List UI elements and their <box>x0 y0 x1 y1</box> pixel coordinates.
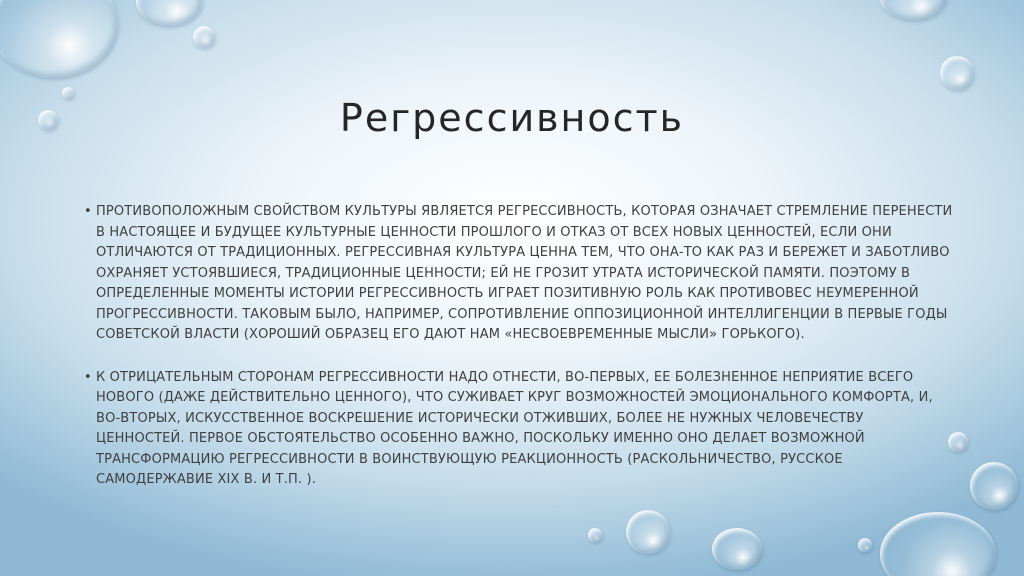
bullet-text: К ОТРИЦАТЕЛЬНЫМ СТОРОНАМ РЕГРЕССИВНОСТИ НАДО ОТНЕСТИ, ВО-ПЕРВЫХ, ЕЕ БОЛЕЗНЕННОЕ НЕПРИЯТИЕ ВСЕГО НОВОГО (ДАЖЕ ДЕЙСТВИТЕЛЬНО ЦЕННОГО), ЧТО СУЖИВАЕТ КРУГ ВОЗМОЖНОСТЕЙ ЭМОЦИОНАЛЬНОГО КОМФОРТА, И, ВО-ВТОРЫХ, ИСКУССТВЕННОЕ ВОСКРЕШЕНИЕ ИСТОРИЧЕСКИ ОТЖИВШИХ, БОЛЕЕ НЕ НУЖНЫХ ЧЕЛОВЕЧЕСТВУ ЦЕННОСТЕЙ. ПЕРВОЕ ОБСТОЯТЕЛЬСТВО ОСОБЕННО ВАЖНО, ПОСКОЛЬКУ ИМЕННО ОНО ДЕЛАЕТ ВОЗМОЖНОЙ ТРАНСФОРМАЦИЮ РЕГРЕССИВНОСТИ В ВОИНСТВУЮЩУЮ РЕАКЦИОННОСТЬ (РАСКОЛЬНИЧЕСТВО, РУССКОЕ САМОДЕРЖАВИЕ XIX В. И Т.П. ). <box>96 369 933 487</box>
slide-content <box>84 202 954 513</box>
slide-title: Регрессивность <box>339 96 685 140</box>
water-drop-decoration <box>858 538 872 552</box>
water-drop-decoration <box>880 0 946 20</box>
bullet-item <box>84 368 954 491</box>
water-drop-decoration <box>193 26 215 48</box>
water-drop-decoration <box>880 512 996 576</box>
bullet-text: ПРОТИВОПОЛОЖНЫМ СВОЙСТВОМ КУЛЬТУРЫ ЯВЛЯЕТСЯ РЕГРЕССИВНОСТЬ, КОТОРАЯ ОЗНАЧАЕТ СТРЕМЛЕНИЕ ПЕРЕНЕСТИ В НАСТОЯЩЕЕ И БУДУЩЕЕ КУЛЬТУРНЫЕ ЦЕННОСТИ ПРОШЛОГО И ОТКАЗ ОТ ВСЕХ НОВЫХ ЦЕННОСТЕЙ, ЕСЛИ ОНИ ОТЛИЧАЮТСЯ ОТ ТРАДИЦИОННЫХ. РЕГРЕССИВНАЯ КУЛЬТУРА ЦЕННА ТЕМ, ЧТО ОНА-ТО КАК РАЗ И БЕРЕЖЕТ И ЗАБОТЛИВО ОХРАНЯЕТ УСТОЯВШИЕСЯ, ТРАДИЦИОННЫЕ ЦЕННОСТИ; ЕЙ НЕ ГРОЗИТ УТРАТА ИСТОРИЧЕСКОЙ ПАМЯТИ. ПОЭТОМУ В ОПРЕДЕЛЕННЫЕ МОМЕНТЫ ИСТОРИИ РЕГРЕССИВНОСТЬ ИГРАЕТ ПОЗИТИВНУЮ РОЛЬ КАК ПРОТИВОВЕС НЕУМЕРЕННОЙ ПРОГРЕССИВНОСТИ. ТАКОВЫМ БЫЛО, НАПРИМЕР, СОПРОТИВЛЕНИЕ ОППОЗИЦИОННОЙ ИНТЕЛЛИГЕНЦИИ В ПЕРВЫЕ ГОДЫ СОВЕТСКОЙ ВЛАСТИ (ХОРОШИЙ ОБРАЗЕЦ ЕГО ДАЮТ НАМ «НЕСВОЕВРЕМЕННЫЕ МЫСЛИ» ГОРЬКОГО). <box>96 204 953 342</box>
water-drop-decoration <box>626 510 670 554</box>
water-drop-decoration <box>0 0 118 78</box>
water-drop-decoration <box>970 462 1018 510</box>
bullet-item <box>84 202 954 346</box>
water-drop-decoration <box>940 56 974 90</box>
bullet-icon: • <box>84 204 92 219</box>
water-drop-decoration <box>712 528 762 570</box>
bullet-icon: • <box>84 369 92 385</box>
water-drop-decoration <box>588 528 602 542</box>
water-drop-decoration <box>136 0 202 26</box>
